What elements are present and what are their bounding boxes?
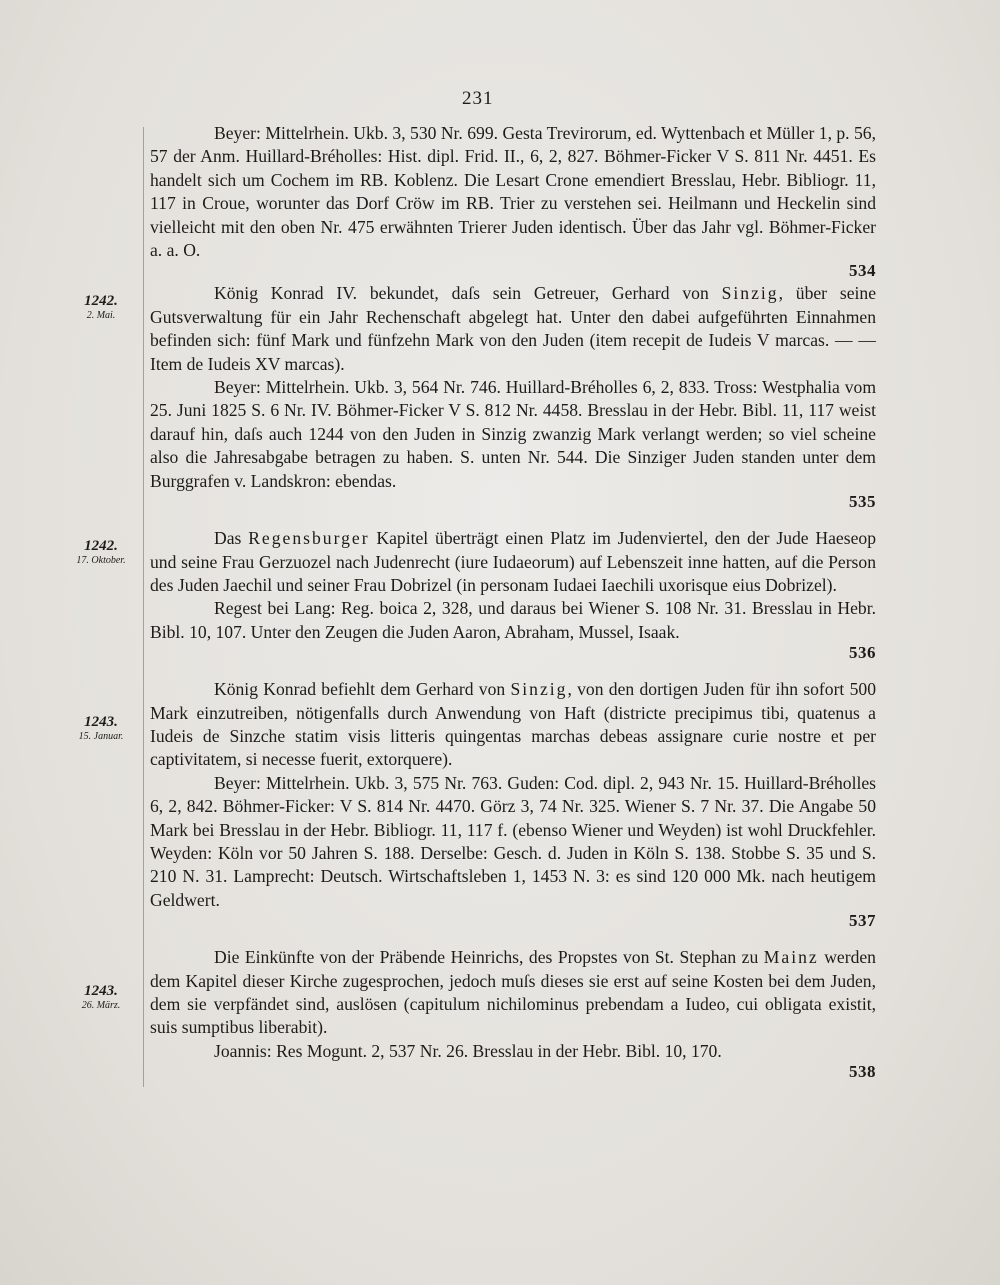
- margin-year: 1243.: [84, 983, 118, 999]
- summary-text: Kapitel überträgt einen Platz im Judenviertel, den der Jude Haeseop und seine Frau Gerzuozel nach Judenrecht (iure Iudaeorum) auf Lebenszeit inne hatten, auf die Person des Juden Jaechil und seiner Frau Dobrizel (in personam Iudaei Iaechili uxorisque eius Dobrizel).: [150, 528, 876, 595]
- margin-day: 17. Oktober.: [76, 555, 126, 566]
- margin-year: 1242.: [84, 538, 118, 554]
- margin-year: 1243.: [84, 714, 118, 730]
- spaced-place-name: Regensburger: [248, 528, 370, 549]
- margin-year: 1242.: [84, 293, 118, 309]
- summary-text: , von den dortigen Juden für ihn sofort 500 Mark einzutreiben, nötigenfalls durch Anwendung von Haft (districte precipimus tibi, quatenus a Iudeis de Sinzche statim visis litteris quingentas marchas debeas assignare curie nostre et per captivitatem, si necesse fuerit, extorquere).: [150, 679, 876, 770]
- entry-537-reference: Joannis: Res Mogunt. 2, 537 Nr. 26. Bresslau in der Hebr. Bibl. 10, 170.: [214, 1040, 722, 1061]
- summary-text: Die Einkünfte von der Präbende Heinrichs, des Propstes von St. Stephan zu: [214, 947, 764, 968]
- margin-day: 26. März.: [81, 1000, 121, 1011]
- intro-reference: Beyer: Mittelrhein. Ukb. 3, 530 Nr. 699. Gesta Trevirorum, ed. Wyttenbach et Müller 1, p. 56, 57 der Anm. Huillard-Bréholles: Hist. dipl. Frid. II., 6, 2, 827. Böhmer-Ficker V S. 811 Nr. 4451. Es handelt sich um Cochem im RB. Koblenz. Die Lesart Crone emendiert Bresslau, Hebr. Bibliogr. 11, 117 in Croue, worunter das Dorf Cröw im RB. Trier zu verstehen sei. Heilmann und Heckelin sind vielleicht mit den oben Nr. 475 erwähnten Trierer Juden identisch. Über das Jahr vgl. Böhmer-Ficker a. a. O.: [150, 123, 876, 261]
- spacer: [150, 932, 876, 946]
- entry-536-reference: Beyer: Mittelrhein. Ukb. 3, 575 Nr. 763. Guden: Cod. dipl. 2, 943 Nr. 15. Huillard-Bréholles 6, 2, 842. Böhmer-Ficker: V S. 814 Nr. 4470. Görz 3, 74 Nr. 325. Wiener S. 7 Nr. 37. Die Angabe 50 Mark bei Bresslau in der Hebr. Bibliogr. 11, 117 f. (ebenso Wiener und Weyden) ist wohl Druckfehler. Weyden: Köln vor 50 Jahren S. 188. Derselbe: Gesch. d. Juden in Köln S. 138. Stobbe S. 35 und S. 210 N. 31. Lamprecht: Deutsch. Wirtschaftsleben 1, 1453 N. 3: es sind 120 000 Mk. nach heutigem Geldwert.: [150, 772, 876, 910]
- entry-536-summary: [150, 678, 876, 772]
- spacer: [150, 513, 876, 527]
- margin-date-entry-537: [60, 983, 142, 1012]
- entry-number: 534: [849, 261, 876, 281]
- page-number: 231: [462, 88, 494, 109]
- entry-number: 537: [849, 911, 876, 931]
- entry-number: 536: [849, 643, 876, 663]
- entry-534-reference: Beyer: Mittelrhein. Ukb. 3, 564 Nr. 746. Huillard-Bréholles 6, 2, 833. Tross: Westphalia vom 25. Juni 1825 S. 6 Nr. IV. Böhmer-Ficker V S. 812 Nr. 4458. Bresslau in der Hebr. Bibl. 11, 117 weist darauf hin, daſs auch 1244 von den Juden in Sinzig zwanzig Mark verlangt werden; so viel scheine also die Jahresabgabe betragen zu haben. S. unten Nr. 544. Die Sinziger Juden standen unter dem Burggrafen v. Landskron: ebendas.: [150, 377, 876, 491]
- margin-date-entry-536: [60, 714, 142, 743]
- margin-date-entry-535: [60, 538, 142, 567]
- spaced-place-name: Mainz: [763, 947, 819, 968]
- spacer: [150, 664, 876, 678]
- summary-text: , über seine Gutsverwaltung für ein Jahr Rechenschaft abgelegt hat. Unter den dabei aufgeführten Einnahmen befinden sich: fünf Mark und fünfzehn Mark von den Juden (item recepit de Iudeis V marcas. — — Item de Iudeis XV marcas).: [150, 283, 876, 374]
- margin-rule: [143, 127, 144, 1087]
- entry-number: 538: [849, 1062, 876, 1082]
- margin-day: 2. Mai.: [86, 310, 116, 321]
- entry-number: 535: [849, 492, 876, 512]
- margin-day: 15. Januar.: [78, 731, 124, 742]
- summary-text: König Konrad befiehlt dem Gerhard von: [214, 679, 511, 700]
- summary-text: Das: [214, 528, 249, 549]
- summary-text: werden dem Kapitel dieser Kirche zugesprochen, jedoch muſs dieses sie erst auf seine Kosten bei dem Juden, dem sie verpfändet sind, auslösen (capitulum nichilominus prebendam a Iudeo, cui obligata existit, suis sumptibus liberabit).: [150, 947, 876, 1038]
- entry-537-summary: [150, 946, 876, 1040]
- spaced-place-name: Sinzig: [721, 283, 779, 304]
- entry-534-summary: [150, 282, 876, 376]
- text-column: [150, 122, 876, 1083]
- entry-535-reference: Regest bei Lang: Reg. boica 2, 328, und daraus bei Wiener S. 108 Nr. 31. Bresslau in Hebr. Bibl. 10, 107. Unter den Zeugen die Juden Aaron, Abraham, Mussel, Isaak.: [150, 598, 876, 642]
- summary-text: König Konrad IV. bekundet, daſs sein Getreuer, Gerhard von: [214, 283, 722, 304]
- margin-date-entry-534: [60, 293, 142, 322]
- entry-535-summary: [150, 527, 876, 597]
- spaced-place-name: Sinzig: [510, 679, 568, 700]
